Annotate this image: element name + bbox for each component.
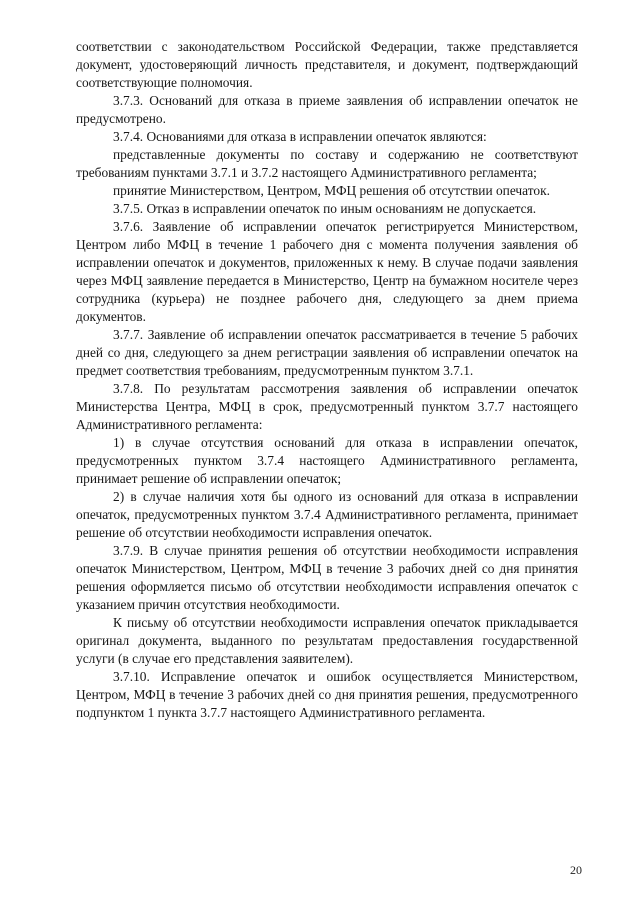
paragraph-continuation: соответствии с законодательством Российской Федерации, также представляется документ, удостоверяющий личность представителя, и документ, подтверждающий соответствующие полномочия. xyxy=(76,39,578,90)
paragraph-3-7-10: 3.7.10. Исправление опечаток и ошибок осуществляется Министерством, Центром, МФЦ в течение 3 рабочих дней со дня принятия решения, предусмотренного подпунктом 1 пункта 3.7.7 настоящего Административного регламента. xyxy=(76,669,578,720)
paragraph-3-7-9: 3.7.9. В случае принятия решения об отсутствии необходимости исправления опечаток Министерством, Центром, МФЦ в течение 3 рабочих дней со дня принятия решения оформляется письмо об отсутствии необходимости исправления опечаток с указанием причин отсутствия необходимости. xyxy=(76,543,578,612)
paragraph-3-7-6: 3.7.6. Заявление об исправлении опечаток регистрируется Министерством, Центром либо МФЦ в течение 1 рабочего дня с момента получения заявления об исправлении опечаток и документов, приложенных к нему. В случае подачи заявления через МФЦ заявление передается в Министерство, Центр на бумажном носителе через сотрудника (курьера) не позднее рабочего дня, следующего за днем приема документов. xyxy=(76,219,578,324)
paragraph-3-7-7: 3.7.7. Заявление об исправлении опечаток рассматривается в течение 5 рабочих дней со дня, следующего за днем регистрации заявления об исправлении опечаток на предмет соответствия требованиям, предусмотренным пунктом 3.7.1. xyxy=(76,327,578,378)
document-body xyxy=(76,38,578,722)
paragraph-3-7-8: 3.7.8. По результатам рассмотрения заявления об исправлении опечаток Министерства Центра, МФЦ в срок, предусмотренный пунктом 3.7.7 настоящего Административного регламента: xyxy=(76,381,578,432)
paragraph-3-7-8-item-2: 2) в случае наличия хотя бы одного из оснований для отказа в исправлении опечаток, предусмотренных пунктом 3.7.4 Административного регламента, принимает решение об отсутствии необходимости исправления опечаток. xyxy=(76,489,578,540)
paragraph-3-7-8-item-1: 1) в случае отсутствия оснований для отказа в исправлении опечаток, предусмотренных пунктом 3.7.4 настоящего Административного регламента, принимает решение об исправлении опечаток; xyxy=(76,435,578,486)
paragraph-3-7-5: 3.7.5. Отказ в исправлении опечаток по иным основаниям не допускается. xyxy=(113,201,537,216)
page-number: 20 xyxy=(570,863,582,877)
paragraph-3-7-3: 3.7.3. Оснований для отказа в приеме заявления об исправлении опечаток не предусмотрено. xyxy=(76,93,578,126)
paragraph-3-7-4-item-2: принятие Министерством, Центром, МФЦ решения об отсутствии опечаток. xyxy=(113,183,550,198)
paragraph-3-7-4-item-1: представленные документы по составу и содержанию не соответствуют требованиям пунктами 3.7.1 и 3.7.2 настоящего Административного регламента; xyxy=(76,147,578,180)
paragraph-3-7-4: 3.7.4. Основаниями для отказа в исправлении опечаток являются: xyxy=(113,129,487,144)
paragraph-3-7-9-attachment: К письму об отсутствии необходимости исправления опечаток прикладывается оригинал документа, выданного по результатам предоставления государственной услуги (в случае его представления заявителем). xyxy=(76,615,578,666)
